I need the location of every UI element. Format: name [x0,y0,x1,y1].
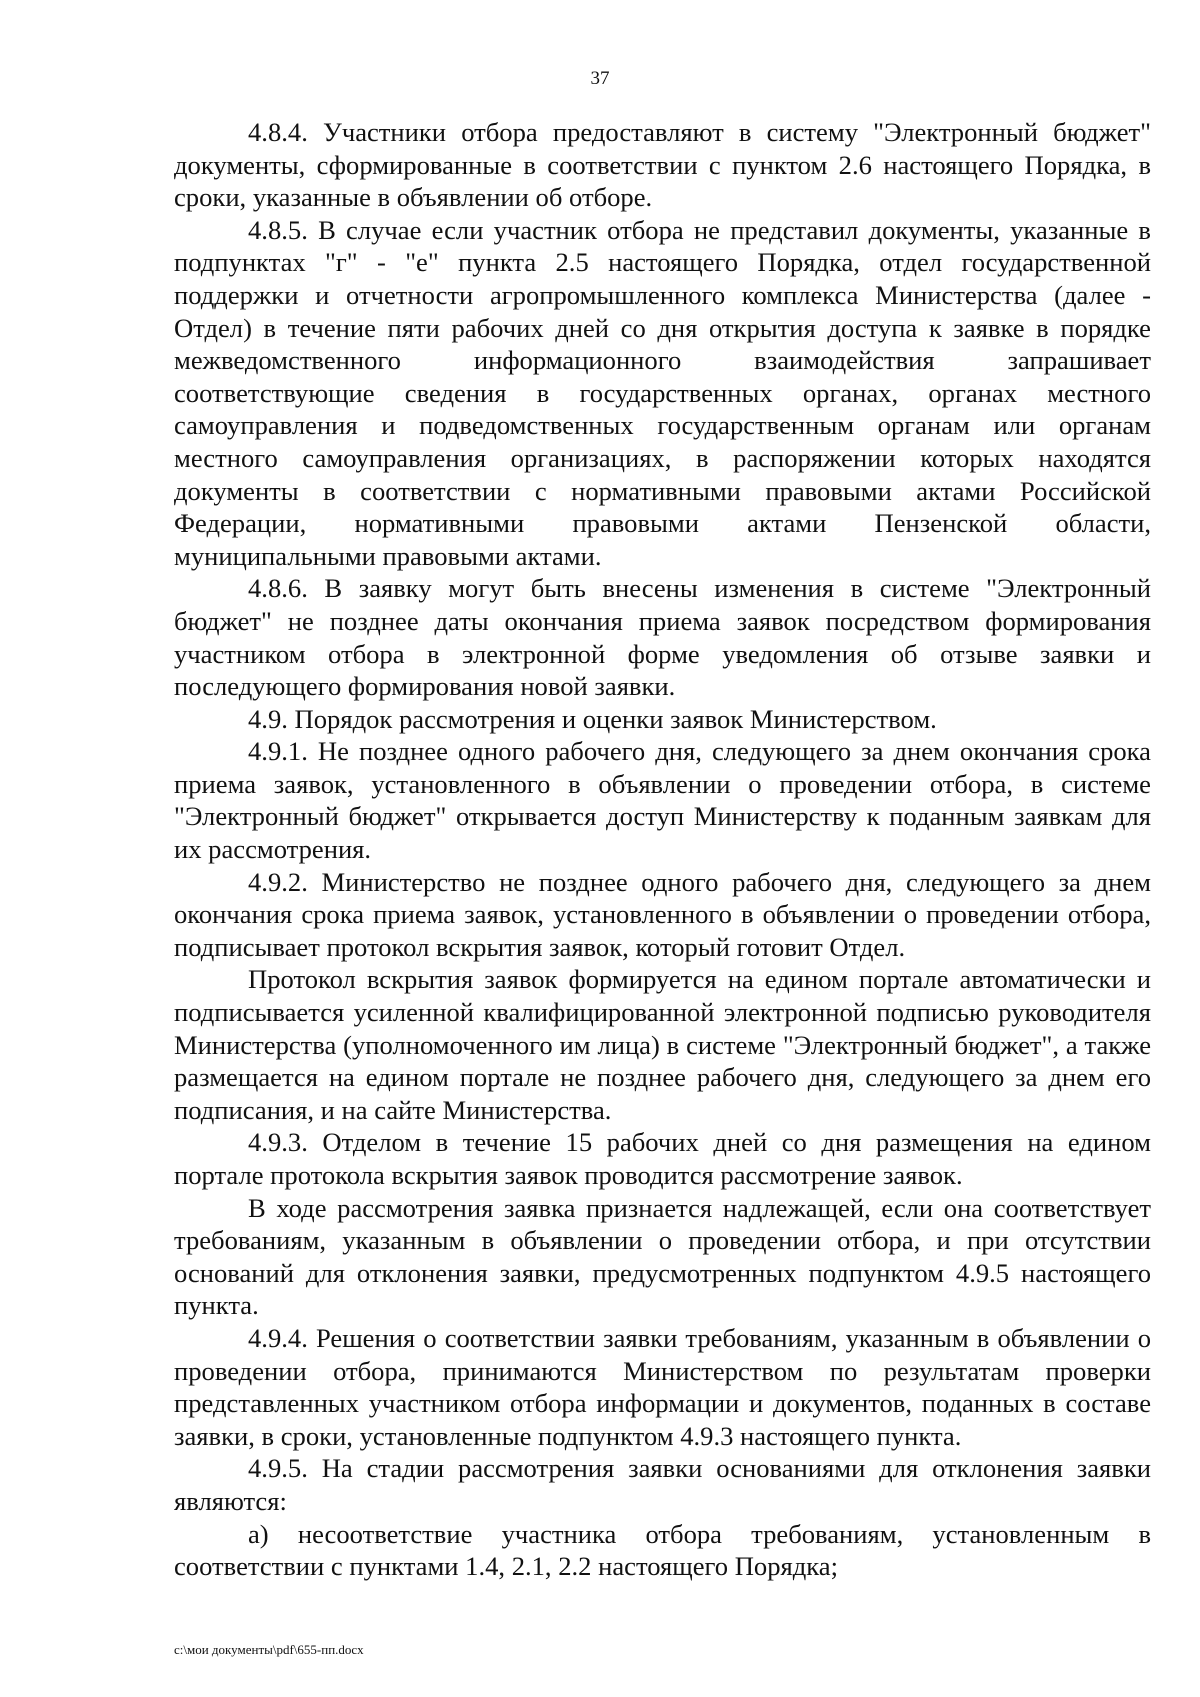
paragraph-4-9-2: 4.9.2. Министерство не позднее одного рабочего дня, следующего за днем окончания срока приема заявок, установленного в объявлении о проведении отбора, подписывает протокол вскрытия заявок, который готовит Отдел. [174,866,1151,962]
paragraph-4-9-1: 4.9.1. Не позднее одного рабочего дня, следующего за днем окончания срока приема заявок, установленного в объявлении о проведении отбора, в системе "Электронный бюджет" открывается доступ Министерству к поданным заявкам для их рассмотрения. [174,736,1151,865]
paragraph-4-8-4: 4.8.4. Участники отбора предоставляют в систему "Электронный бюджет" документы, сформированные в соответствии с пунктом 2.6 настоящего Порядка, в сроки, указанные в объявлении об отборе. [174,117,1151,213]
document-body [174,116,1151,1583]
paragraph-4-8-5: 4.8.5. В случае если участник отбора не представил документы, указанные в подпунктах "г" - "е" пункта 2.5 настоящего Порядка, отдел государственной поддержки и отчетности агропромышленного комплекса Министерства (далее - Отдел) в течение пяти рабочих дней со дня открытия доступа к заявке в порядке межведомственного информационного взаимодействия запрашивает соответствующие сведения в государственных органах, органах местного самоуправления и подведомственных государственным органам или органам местного самоуправления организациях, в распоряжении которых находятся документы в соответствии с нормативными правовыми актами Российской Федерации, нормативными правовыми актами Пензенской области, муниципальными правовыми актами. [174,214,1151,571]
paragraph-review: В ходе рассмотрения заявка признается надлежащей, если она соответствует требованиям, указанным в объявлении о проведении отбора, и при отсутствии оснований для отклонения заявки, предусмотренных подпунктом 4.9.5 настоящего пункта. [174,1192,1151,1321]
paragraph-4-9-4: 4.9.4. Решения о соответствии заявки требованиям, указанным в объявлении о проведении отбора, принимаются Министерством по результатам проверки представленных участником отбора информации и документов, поданных в составе заявки, в сроки, установленные подпунктом 4.9.3 настоящего пункта. [174,1322,1151,1451]
paragraph-4-8-6: 4.8.6. В заявку могут быть внесены изменения в системе "Электронный бюджет" не позднее даты окончания приема заявок посредством формирования участником отбора в электронной форме уведомления об отзыве заявки и последующего формирования новой заявки. [174,573,1151,702]
paragraph-4-9: 4.9. Порядок рассмотрения и оценки заявок Министерством. [248,703,937,734]
paragraph-item-a: а) несоответствие участника отбора требованиям, установленным в соответствии с пунктами 1.4, 2.1, 2.2 настоящего Порядка; [174,1518,1151,1582]
paragraph-protocol: Протокол вскрытия заявок формируется на едином портале автоматически и подписывается усиленной квалифицированной электронной подписью руководителя Министерства (уполномоченного им лица) в системе "Электронный бюджет", а также размещается на едином портале не позднее рабочего дня, следующего за днем его подписания, и на сайте Министерства. [174,964,1151,1125]
paragraph-4-9-3: 4.9.3. Отделом в течение 15 рабочих дней со дня размещения на едином портале протокола вскрытия заявок проводится рассмотрение заявок. [174,1127,1151,1190]
page-number: 37 [590,68,610,89]
file-path-footer: c:\мои документы\pdf\655-пп.docx [174,1642,364,1657]
paragraph-4-9-5: 4.9.5. На стадии рассмотрения заявки основаниями для отклонения заявки являются: [174,1453,1151,1516]
